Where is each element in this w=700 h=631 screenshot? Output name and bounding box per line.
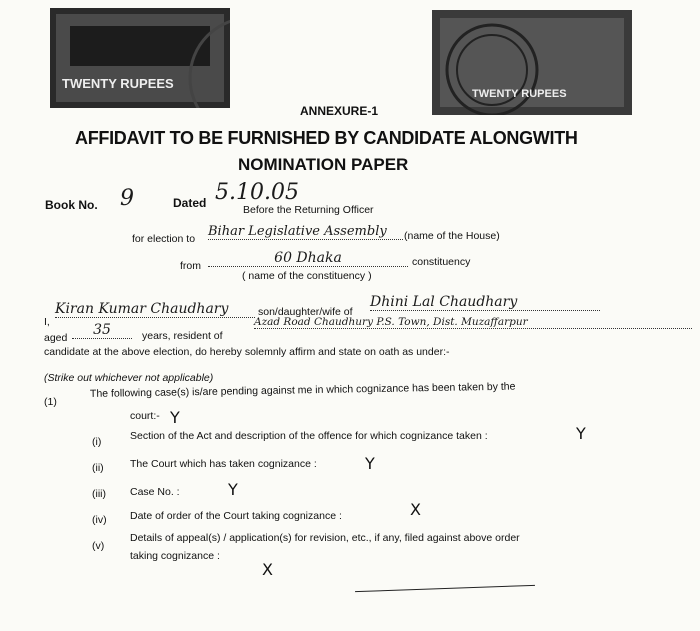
- item-3-roman: (iii): [92, 488, 106, 500]
- address-value: Azad Road Chaudhury P.S. Town, Dist. Muzaffarpur: [254, 316, 692, 329]
- item-5-text-line2: taking cognizance :: [130, 550, 220, 562]
- item-4-text: Date of order of the Court taking cognizance :: [130, 510, 342, 522]
- item-4-roman: (iv): [92, 514, 107, 526]
- item-3-text: Case No. :: [130, 486, 180, 498]
- constituency-note: ( name of the constituency ): [242, 270, 372, 282]
- stamp-paper-left: [50, 8, 230, 108]
- oath-text: candidate at the above election, do hereby solemnly affirm and state on oath as under:-: [44, 346, 450, 358]
- before-returning-officer: Before the Returning Officer: [243, 204, 374, 216]
- resident-label: years, resident of: [142, 330, 223, 342]
- page-title-line1: AFFIDAVIT TO BE FURNISHED BY CANDIDATE ALONGWITH: [75, 128, 578, 148]
- for-election-label: for election to: [132, 233, 196, 245]
- section-1-number: (1): [44, 396, 57, 408]
- item-2-roman: (ii): [92, 462, 104, 474]
- dated-label: Dated: [173, 196, 207, 210]
- parent-name-value: Dhini Lal Chaudhary: [370, 294, 600, 311]
- bottom-rule: [355, 585, 535, 592]
- item-2-mark: Y: [365, 454, 375, 473]
- i-label: I,: [44, 316, 50, 328]
- constituency-suffix: constituency: [412, 256, 471, 268]
- item-1-roman: (i): [92, 436, 102, 448]
- house-name-suffix: (name of the House): [404, 230, 500, 242]
- court-mark: Y: [170, 408, 180, 427]
- candidate-name-value: Kiran Kumar Chaudhary: [55, 301, 255, 318]
- item-5-roman: (v): [92, 540, 105, 552]
- house-name-value: Bihar Legislative Assembly: [208, 224, 403, 240]
- stamp-left-denomination: TWENTY RUPEES: [62, 76, 174, 91]
- item-4-mark: X: [410, 500, 421, 519]
- annexure-label: ANNEXURE-1: [300, 104, 379, 118]
- stamp-left-graphic: [50, 8, 230, 108]
- section-1-text-line1: The following case(s) is/are pending against me in which cognizance has been taken by the: [89, 380, 516, 400]
- item-2-text: The Court which has taken cognizance :: [130, 458, 317, 470]
- stamp-right-denomination: TWENTY RUPEES: [472, 88, 567, 100]
- book-no-value: 9: [120, 186, 134, 211]
- from-label: from: [180, 260, 201, 272]
- item-1-text: Section of the Act and description of the offence for which cognizance taken :: [130, 430, 488, 442]
- item-3-mark: Y: [228, 480, 238, 499]
- constituency-value: 60 Dhaka: [208, 250, 408, 267]
- item-5-mark: X: [262, 560, 273, 579]
- page-title-line2: NOMINATION PAPER: [238, 155, 409, 174]
- item-5-text: Details of appeal(s) / application(s) for revision, etc., if any, filed against above order: [130, 532, 520, 544]
- age-value: 35: [72, 322, 132, 339]
- item-1-mark: Y: [576, 424, 586, 443]
- section-1-text-line2: court:-: [130, 410, 160, 422]
- relation-label: son/daughter/wife of: [258, 306, 353, 318]
- aged-label: aged: [44, 332, 68, 344]
- dated-value: 5.10.05: [215, 180, 299, 205]
- stamp-paper-right: [432, 10, 632, 115]
- book-no-label: Book No.: [45, 198, 98, 212]
- strike-note: (Strike out whichever not applicable): [44, 372, 214, 384]
